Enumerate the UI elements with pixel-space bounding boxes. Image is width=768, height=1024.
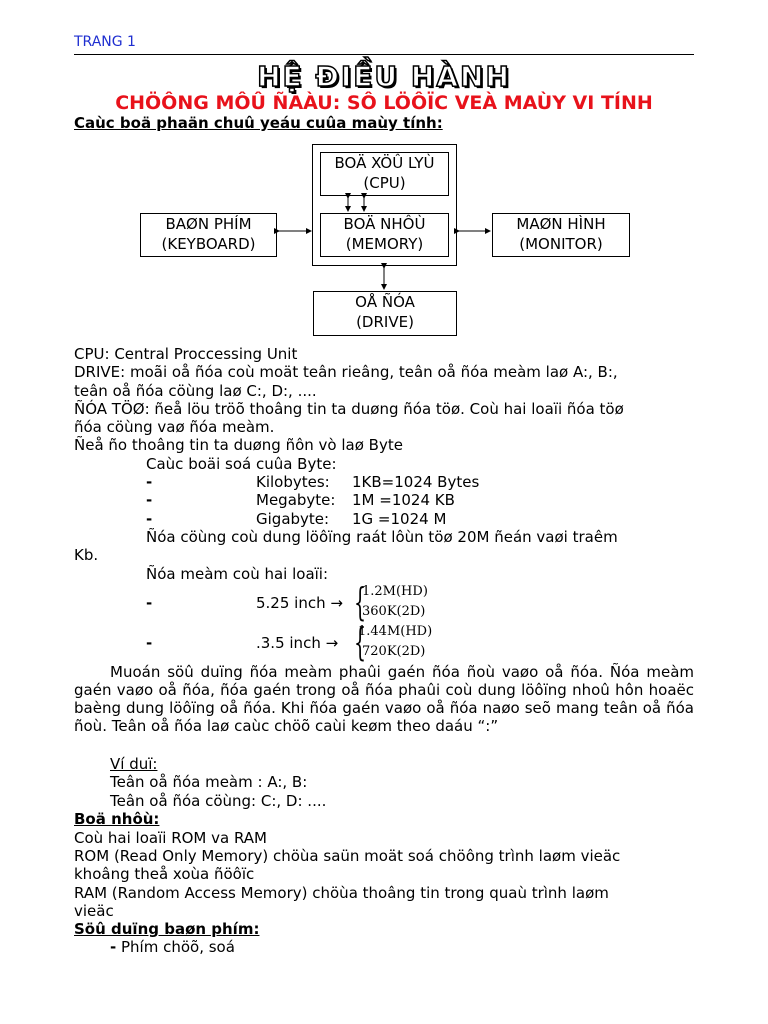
hard-disk-line2: Kb.	[74, 546, 99, 564]
floppy-525-2d: 360K(2D)	[362, 604, 426, 619]
gb-bullet: -	[146, 510, 153, 528]
diagram-arrows	[0, 0, 768, 400]
floppy-35-brace: {	[354, 620, 367, 664]
example-label: Ví duï:	[110, 755, 158, 773]
floppy-types-label: Ñóa meàm coù hai loaïi:	[146, 565, 329, 583]
chapter-heading: CHÖÔNG MÔÛ ÑAÀU: SÔ LÖÔÏC VEÀ MAÙY VI TÍNH	[115, 92, 653, 114]
byte-definition: Ñeå ño thoâng tin ta duøng ñôn vò laø Byte	[74, 436, 403, 454]
example-floppy: Teân oå ñóa meàm : A:, B:	[110, 773, 308, 791]
section-heading-components: Caùc boä phaän chuû yeáu cuûa maùy tính:	[74, 114, 443, 132]
memory-heading: Boä nhôù:	[74, 810, 160, 828]
kb-value: 1KB=1024 Bytes	[352, 473, 480, 491]
drive-definition-line2: teân oå ñóa cöùng laø C:, D:, ....	[74, 382, 317, 400]
floppy-525-brace: {	[354, 580, 367, 624]
keyboard-item-letters-numbers: Phím chöõ, soá	[121, 938, 235, 956]
ram-definition-line2: vieäc	[74, 902, 114, 920]
page-label: TRANG 1	[74, 34, 136, 50]
monitor-box-subtitle: (MONITOR)	[519, 235, 603, 253]
floppy-525-hd: 1.2M(HD)	[362, 584, 428, 599]
drive-definition-line1: DRIVE: moãi oå ñóa coù moät teân rieâng, teân oå ñóa meàm laø A:, B:,	[74, 363, 618, 381]
keyboard-item-bullet: -	[110, 938, 117, 956]
floppy-35-hd: 1.44M(HD)	[358, 624, 433, 639]
mb-value: 1M =1024 KB	[352, 491, 455, 509]
floppy-usage-paragraph: Muoán söû duïng ñóa meàm phaûi gaén ñóa ñoù vaøo oå ñóa. Ñóa meàm gaén vaøo oå ñóa, ñóa gaén trong oå ñóa phaûi coù dung löôïng nhoû hôn hoaëc baèng dung löôïng oå ñóa. Khi ñóa gaén vaøo oå ñóa naøo seõ mang teân oå ñóa ñoù. Teân oå ñóa laø caùc chöõ caùi keøm theo daáu “:”	[74, 663, 694, 735]
gb-label: Gigabyte:	[256, 510, 330, 528]
example-hard-disk: Teân oå ñóa cöùng: C:, D: ....	[110, 792, 327, 810]
mb-bullet: -	[146, 491, 153, 509]
kb-bullet: -	[146, 473, 153, 491]
floppy-35-2d: 720K(2D)	[362, 644, 426, 659]
floppy-525-bullet: -	[146, 594, 153, 612]
floppy-525-label: 5.25 inch →	[256, 594, 343, 612]
drive-box-subtitle: (DRIVE)	[356, 313, 414, 331]
floppy-35-label: .3.5 inch →	[256, 634, 339, 652]
rom-definition-line1: ROM (Read Only Memory) chöùa saün moät soá chöông trình laøm vieäc	[74, 847, 621, 865]
gb-value: 1G =1024 M	[352, 510, 447, 528]
keyboard-box-subtitle: (KEYBOARD)	[161, 235, 256, 253]
floppy-35-bullet: -	[146, 634, 153, 652]
keyboard-box-title: BAØN PHÍM	[165, 215, 252, 233]
keyboard-usage-heading: Söû duïng baøn phím:	[74, 920, 260, 938]
cpu-box-subtitle: (CPU)	[363, 174, 406, 192]
rom-definition-line2: khoâng theå xoùa ñöôïc	[74, 865, 255, 883]
cpu-box-title: BOÄ XÖÛ LYÙ	[334, 154, 435, 172]
byte-multiples-label: Caùc boäi soá cuûa Byte:	[146, 455, 337, 473]
disk-definition-line2: ñóa cöùng vaø ñóa meàm.	[74, 418, 275, 436]
document-title: HỆ ĐIỀU HÀNH	[257, 60, 511, 93]
memory-types: Coù hai loaïi ROM va RAM	[74, 829, 267, 847]
drive-box-title: OÅ ÑÓA	[355, 293, 415, 311]
memory-box-title: BOÄ NHÔÙ	[343, 215, 426, 233]
disk-definition-line1: ÑÓA TÖØ: ñeå löu tröõ thoâng tin ta duøng ñóa töø. Coù hai loaïi ñóa töø	[74, 400, 624, 418]
monitor-box-title: MAØN HÌNH	[516, 215, 606, 233]
kb-label: Kilobytes:	[256, 473, 330, 491]
ram-definition-line1: RAM (Random Access Memory) chöùa thoâng tin trong quaù trình laøm	[74, 884, 609, 902]
mb-label: Megabyte:	[256, 491, 336, 509]
memory-box-subtitle: (MEMORY)	[345, 235, 424, 253]
cpu-definition: CPU: Central Proccessing Unit	[74, 345, 298, 363]
hard-disk-line1: Ñóa cöùng coù dung löôïng raát lôùn töø 20M ñeán vaøi traêm	[146, 528, 618, 546]
